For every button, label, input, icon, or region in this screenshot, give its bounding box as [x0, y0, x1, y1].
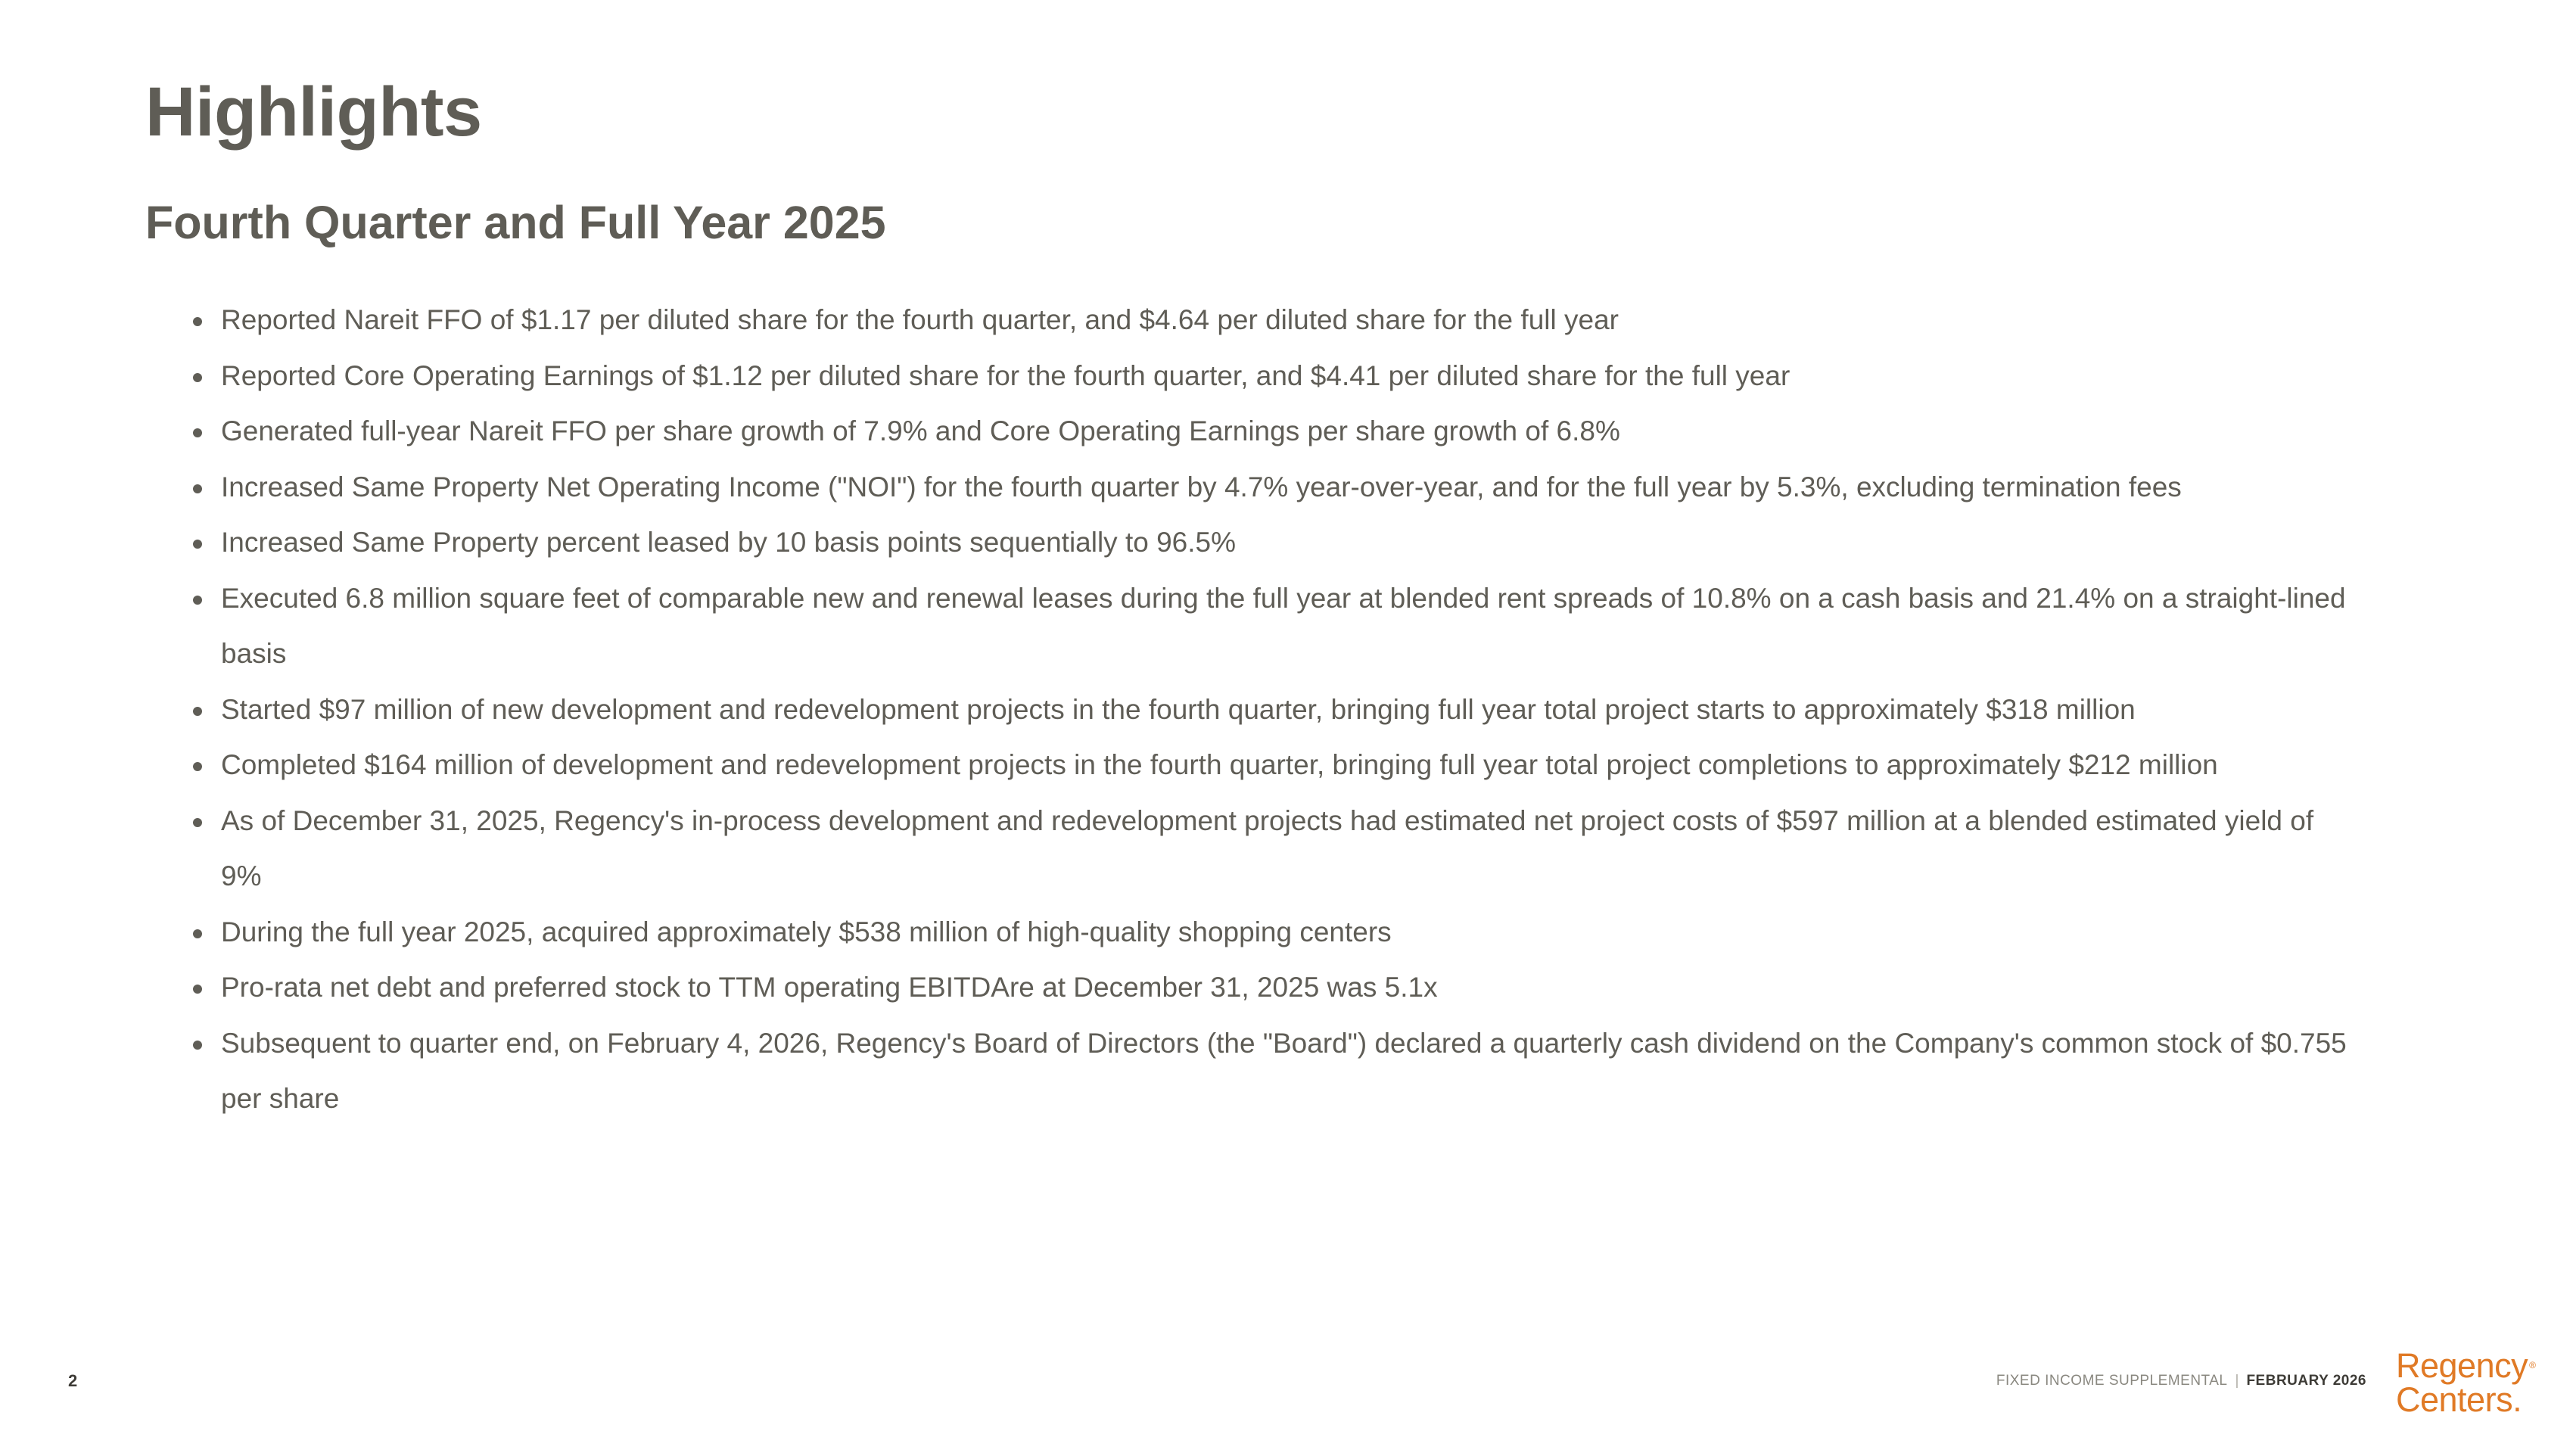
logo-trademark: ®	[2529, 1360, 2536, 1370]
highlight-text: Reported Nareit FFO of $1.17 per diluted share for the fourth quarter, and $4.64 per diluted share for the full year	[221, 304, 1619, 335]
highlight-text: Completed $164 million of development and redevelopment projects in the fourth quarter, bringing full year total project completions to approximately $212 million	[221, 749, 2218, 780]
highlight-text: Reported Core Operating Earnings of $1.12 per diluted share for the fourth quarter, and $4.41 per diluted share for the full year	[221, 359, 1791, 391]
highlight-item	[189, 682, 2361, 738]
highlight-item	[189, 459, 2361, 515]
logo-line-2: Centers.	[2396, 1380, 2522, 1419]
bullet-icon	[193, 596, 202, 605]
highlight-item	[189, 571, 2361, 682]
highlight-item	[189, 403, 2361, 459]
highlight-text: Generated full-year Nareit FFO per share growth of 7.9% and Core Operating Earnings per share growth of 6.8%	[221, 415, 1620, 446]
footer	[1996, 1373, 2366, 1389]
footer-date: FEBRUARY 2026	[2246, 1373, 2366, 1389]
highlight-item	[189, 515, 2361, 571]
highlight-text: Increased Same Property Net Operating Income ("NOI") for the fourth quarter by 4.7% year-over-year, and for the full year by 5.3%, excluding termination fees	[221, 471, 2182, 502]
section-title: Fourth Quarter and Full Year 2025	[145, 197, 886, 248]
logo-line-1: Regency ®	[2396, 1346, 2536, 1385]
bullet-icon	[193, 929, 202, 938]
page-number: 2	[68, 1371, 78, 1390]
page-title: Highlights	[145, 73, 482, 151]
highlight-item	[189, 737, 2361, 793]
highlight-item	[189, 904, 2361, 960]
bullet-icon	[193, 484, 202, 493]
highlight-text: During the full year 2025, acquired approximately $538 million of high-quality shopping centers	[221, 916, 1392, 947]
bullet-icon	[193, 985, 202, 994]
bullet-icon	[193, 373, 202, 382]
highlight-text: Started $97 million of new development and redevelopment projects in the fourth quarter, bringing full year total project starts to approximately $318 million	[221, 693, 2136, 725]
highlight-text: Executed 6.8 million square feet of comparable new and renewal leases during the full year at blended rent spreads of 10.8% on a cash basis and 21.4% on a straight-lined basis	[221, 582, 2346, 669]
bullet-icon	[193, 818, 202, 827]
bullet-icon	[193, 1041, 202, 1050]
bullet-icon	[193, 428, 202, 437]
highlight-text: Increased Same Property percent leased by 10 basis points sequentially to 96.5%	[221, 527, 1237, 558]
highlight-item	[189, 348, 2361, 404]
highlight-item	[189, 793, 2361, 904]
highlight-text: As of December 31, 2025, Regency's in-process development and redevelopment projects had estimated net project costs of $597 million at a blended estimated yield of 9%	[221, 804, 2314, 891]
highlight-item	[189, 1016, 2361, 1127]
highlight-text: Pro-rata net debt and preferred stock to TTM operating EBITDAre at December 31, 2025 was 5.1x	[221, 972, 1438, 1003]
bullet-icon	[193, 317, 202, 326]
footer-separator: |	[2235, 1373, 2239, 1389]
highlight-item	[189, 292, 2361, 348]
bullet-icon	[193, 707, 202, 716]
footer-document-name: FIXED INCOME SUPPLEMENTAL	[1996, 1373, 2228, 1389]
bullet-icon	[193, 762, 202, 771]
bullet-icon	[193, 540, 202, 549]
company-logo	[2396, 1346, 2547, 1419]
highlight-item	[189, 960, 2361, 1016]
highlight-text: Subsequent to quarter end, on February 4, 2026, Regency's Board of Directors (the "Board") declared a quarterly cash dividend on the Company's common stock of $0.755 per share	[221, 1027, 2347, 1114]
highlights-list	[189, 292, 2361, 1127]
